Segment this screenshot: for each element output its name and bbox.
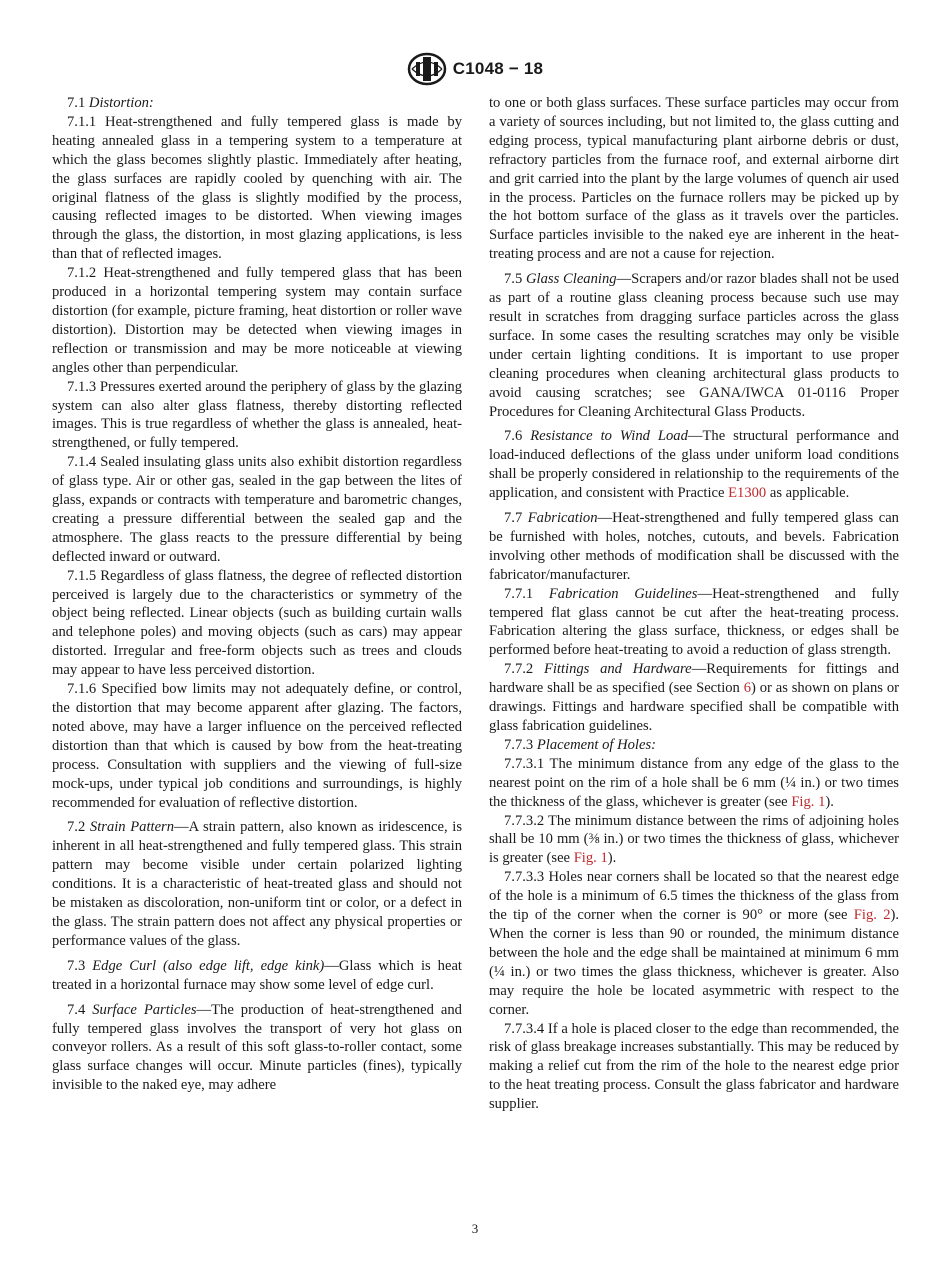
ref-section-6-link[interactable]: 6: [743, 680, 752, 697]
standard-designation: C1048 − 18: [452, 59, 544, 78]
page-number: 3: [471, 1221, 479, 1236]
astm-logo-icon: [407, 52, 447, 86]
section-7-1-4: 7.1.4 Sealed insulating glass units also exhibit distortion regardless of glass type. Air or other gas, sealed in the gap between the lites of glass, expands or contracts with temperature and barometric changes, creating a pressure differential between the sealed gap and the atmosphere. The glass reacts to the pressure differential by being deflected inward or outward.: [52, 454, 462, 565]
section-7-1-heading: 7.1 Distortion:: [67, 95, 154, 111]
section-7-7-3-heading: 7.7.3 Placement of Holes:: [504, 736, 656, 753]
section-7-6: 7.6 Resistance to Wind Load—The structural performance and load-induced deflections of the glass under uniform load conditions shall be properly considered in relationship to the requirements of the application, and consistent with Practice E1300 as applicable.: [489, 428, 899, 502]
section-7-1-6: 7.1.6 Specified bow limits may not adequately define, or control, the distortion that may become apparent after glazing. The factors, noted above, may have a larger influence on the perceived reflected distortion than that which is caused by bow from the heat-treating process. Consultation with suppliers and the viewing of full-size mock-ups, under typical job conditions and surroundings, is highly recommended for evaluation of reflective distortion.: [52, 681, 462, 811]
section-7-4-continued: to one or both glass surfaces. These surface particles may occur from a variety of sources including, but not limited to, the glass cutting and edging process, typical manufacturing plant airborne debris or dust, refractory particles from the furnace roof, and external airborne dirt and grit carried into the plant by the large volumes of quench air used in the process. Particles on the furnace rollers may be picked up by the hot bottom surface of the glass as it travels over the particles. Surface particles invisible to the naked eye are inherent in the heat-treating process and are not a cause for rejection.: [489, 95, 899, 263]
section-7-1-3: 7.1.3 Pressures exerted around the periphery of glass by the glazing system can also alter glass flatness, thereby distorting reflected images. This is true regardless of whether the glass is annealed, heat-strengthened, or fully tempered.: [52, 378, 462, 452]
section-7-7-3-2: 7.7.3.2 The minimum distance between the rims of adjoining holes shall be 10 mm (⅜ in.) or two times the thickness of glass, whichever is greater (see Fig. 1).: [489, 812, 899, 867]
left-column: [52, 94, 462, 1095]
section-7-1-2: 7.1.2 Heat-strengthened and fully tempered glass that has been produced in a horizontal tempering system may contain surface distortion (for example, picture framing, heat distortion or roller wave distortion). Distortion may be detected when viewing images in reflection or transmission and may be more noticeable at viewing angles other than perpendicular.: [52, 265, 462, 376]
section-7-7-3-4: 7.7.3.4 If a hole is placed closer to the edge than recommended, the risk of glass breakage increases substantially. This may be reduced by making a relief cut from the rim of the hole to the nearest edge prior to the heat treating process. Consult the glass fabricator and hardware supplier.: [489, 1020, 899, 1113]
ref-e1300-link[interactable]: E1300: [728, 485, 767, 502]
section-7-7-3-3: 7.7.3.3 Holes near corners shall be located so that the nearest edge of the hole is a minimum of 6.5 times the thickness of the glass from the tip of the corner when the corner is 90° or more (see Fig. 2). When the corner is less than 90 or rounded, the minimum distance between the hole and the edge shall be maintained at minimum 6 mm (¼ in.) or two times the glass thickness, whichever is greater. Also may require the hole be located asymmetric with respect to the corner.: [489, 869, 900, 1018]
section-7-7: 7.7 Fabrication—Heat-strengthened and fully tempered glass can be furnished with holes, notches, cutouts, and bevels. Fabrication involving other methods of modification shall be discussed with the fabricator/manufacturer.: [489, 510, 899, 583]
section-7-4: 7.4 Surface Particles—The production of heat-strengthened and fully tempered glass involves the transport of very hot glass on conveyor rollers. As a result of this soft glass-to-roller contact, some glass surface changes will occur. Minute particles (fines), typically invisible to the naked eye, may adhere: [52, 1001, 462, 1094]
right-column: [489, 94, 899, 1114]
section-7-5: 7.5 Glass Cleaning—Scrapers and/or razor blades shall not be used as part of a routine glass cleaning process because such use may result in scratches from dragging surface particles across the glass surface. In some cases the resulting scratches may only be visible under certain lighting conditions. It is important to use proper cleaning procedures when cleaning architectural glass products to avoid causing scratches; see GANA/IWCA 01-0116 Proper Procedures for Cleaning Architectural Glass Products.: [489, 271, 899, 420]
ref-fig-1-link[interactable]: Fig. 1: [791, 793, 826, 810]
section-7-7-3-1: 7.7.3.1 The minimum distance from any edge of the glass to the nearest point on the rim of a hole shall be 6 mm (¼ in.) or two times the thickness of the glass, whichever is greater (see Fig. 1).: [489, 755, 899, 810]
page-header: [0, 52, 950, 86]
section-7-2: 7.2 Strain Pattern—A strain pattern, also known as iridescence, is inherent in all heat-strengthened and fully tempered glass. This strain pattern may become visible under certain polarized lighting conditions. It is a characteristic of heat-treated glass and should not be mistaken as discoloration, non-uniform tint or color, or a defect in the glass. The strain pattern does not affect any physical properties or performance values of the glass.: [52, 819, 463, 949]
section-7-1-1: 7.1.1 Heat-strengthened and fully tempered glass is made by heating annealed glass in a tempering system to a temperature at which the glass becomes slightly plastic. Immediately after heating, the glass surfaces are rapidly cooled by quenching with air. The original flatness of the glass is slightly modified by the process, causing reflected images to be distorted. When viewing images through the glass, the distortion, in most glazing applications, is less than that of reflected images.: [52, 113, 462, 263]
ref-fig-1-link[interactable]: Fig. 1: [573, 850, 608, 867]
section-7-3: 7.3 Edge Curl (also edge lift, edge kink)—Glass which is heat treated in a horizontal furnace may show some level of edge curl.: [52, 957, 462, 993]
section-7-7-2: 7.7.2 Fittings and Hardware—Requirements for fittings and hardware shall be as specified (see Section 6) or as shown on plans or drawings. Fittings and hardware specified shall be compatible with glass fabrication guidelines.: [489, 661, 899, 734]
ref-fig-2-link[interactable]: Fig. 2: [853, 907, 891, 924]
section-7-1-5: 7.1.5 Regardless of glass flatness, the degree of reflected distortion perceived is largely due to the characteristics or symmetry of the object being reflected. Linear objects (such as building curtain walls and telephone poles) and moving objects (such as cars) may appear distorted. Irregular and free-form objects such as trees and clouds may appear to have less perceived distortion.: [52, 567, 462, 679]
section-7-7-1: 7.7.1 Fabrication Guidelines—Heat-strengthened and fully tempered flat glass cannot be cut after the heat-treating process. Fabrication altering the glass surface, thickness, or edges shall be performed before heat-treating to avoid a reduction of glass strength.: [489, 585, 899, 659]
